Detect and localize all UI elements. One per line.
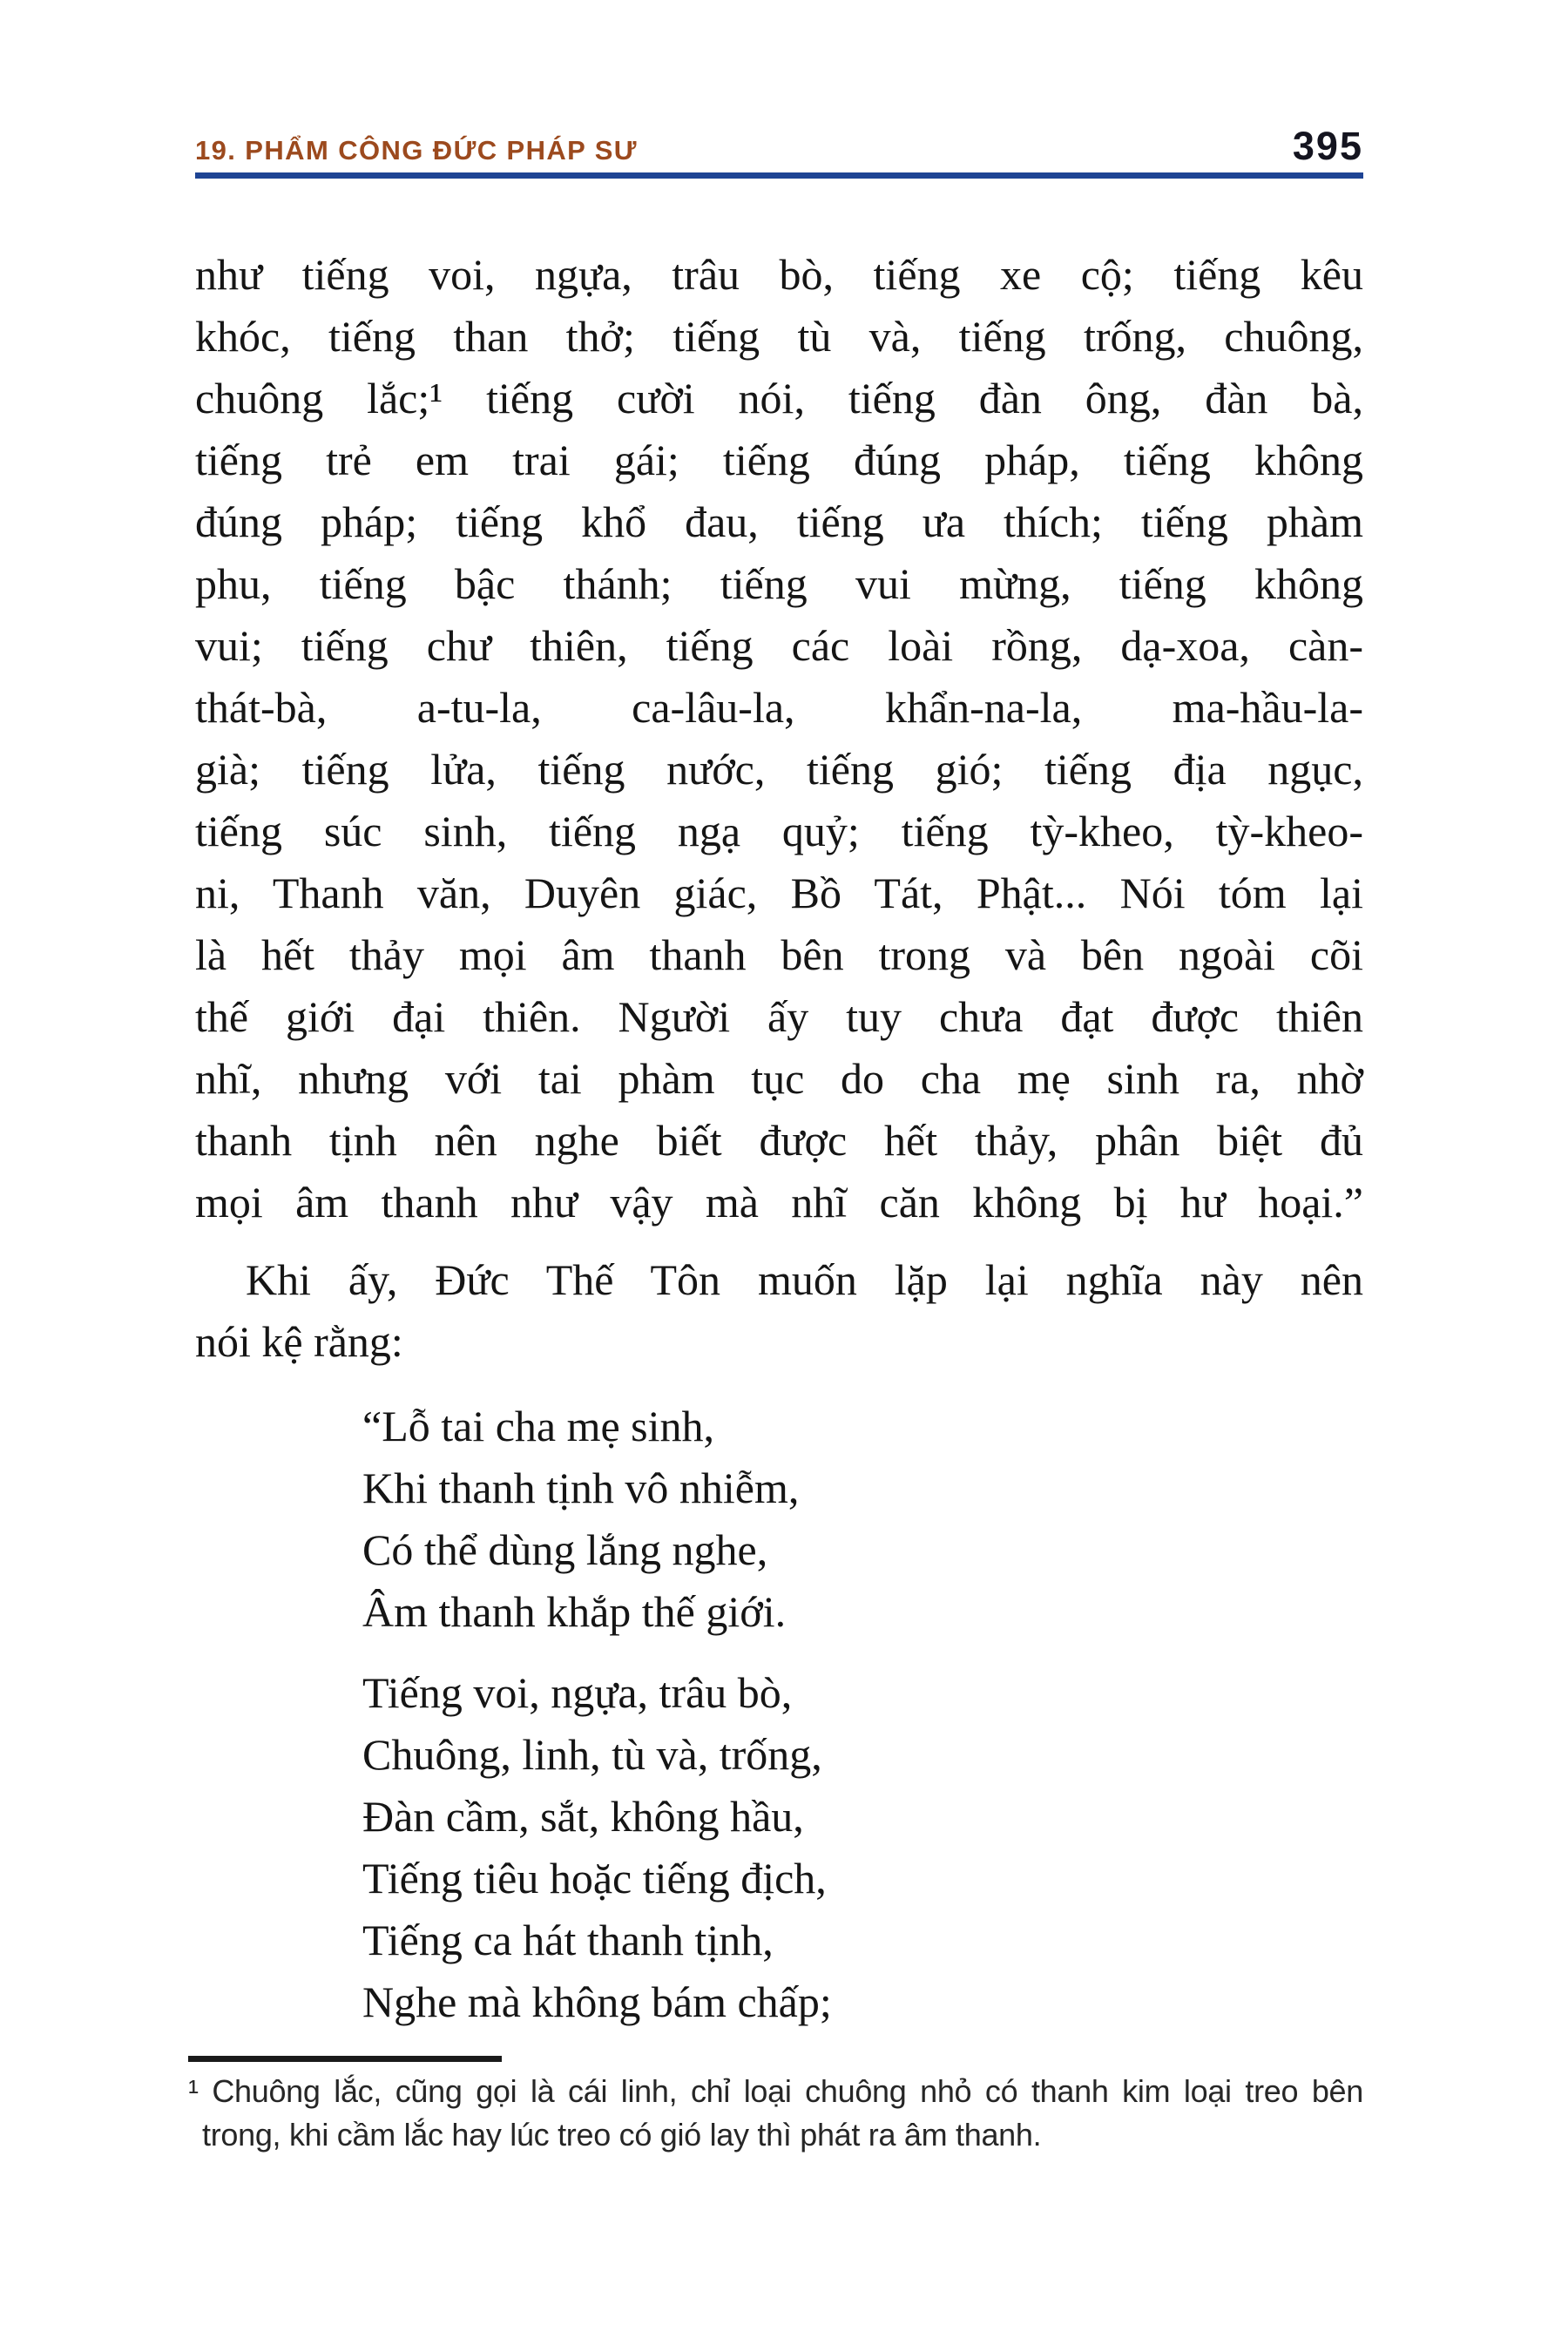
text-line: là hết thảy mọi âm thanh bên trong và bên ngoài cõi xyxy=(195,930,1363,979)
verse-stanza-1 xyxy=(195,1396,1363,1643)
text-line: như tiếng voi, ngựa, trâu bò, tiếng xe cộ; tiếng kêu xyxy=(195,250,1363,299)
verse-line: Khi thanh tịnh vô nhiễm, xyxy=(362,1463,800,1512)
text-line: nhĩ, nhưng với tai phàm tục do cha mẹ sinh ra, nhờ xyxy=(195,1054,1363,1103)
verse-line: Nghe mà không bám chấp; xyxy=(362,1977,832,2026)
text-line: mọi âm thanh như vậy mà nhĩ căn không bị hư hoại.” xyxy=(195,1178,1363,1227)
text-line: thế giới đại thiên. Người ấy tuy chưa đạt được thiên xyxy=(195,992,1363,1041)
verse-line: Âm thanh khắp thế giới. xyxy=(362,1587,787,1636)
verse-line: Tiếng ca hát thanh tịnh, xyxy=(362,1916,774,1964)
page-body xyxy=(188,244,1363,2157)
text-line: già; tiếng lửa, tiếng nước, tiếng gió; tiếng địa ngục, xyxy=(195,745,1363,794)
paragraph-1 xyxy=(195,244,1363,1233)
text-line: tiếng súc sinh, tiếng ngạ quỷ; tiếng tỳ-kheo, tỳ-kheo- xyxy=(195,807,1363,855)
text-line: đúng pháp; tiếng khổ đau, tiếng ưa thích; tiếng phàm xyxy=(195,497,1363,546)
verse-line: Có thể dùng lắng nghe, xyxy=(362,1525,768,1574)
verse-line: Tiếng voi, ngựa, trâu bò, xyxy=(362,1668,793,1717)
text-line: ni, Thanh văn, Duyên giác, Bồ Tát, Phật... Nói tóm lại xyxy=(195,868,1363,917)
text-line: nói kệ rằng: xyxy=(195,1317,403,1366)
text-line: vui; tiếng chư thiên, tiếng các loài rồng, dạ-xoa, càn- xyxy=(195,621,1363,670)
text-line: thát-bà, a-tu-la, ca-lâu-la, khẩn-na-la, ma-hầu-la- xyxy=(195,683,1363,732)
paragraph-2 xyxy=(195,1249,1363,1373)
text-line: chuông lắc;¹ tiếng cười nói, tiếng đàn ông, đàn bà, xyxy=(195,374,1363,422)
header-rule xyxy=(195,172,1363,179)
verse-line: Tiếng tiêu hoặc tiếng địch, xyxy=(362,1854,827,1903)
verse-line: “Lỗ tai cha mẹ sinh, xyxy=(362,1402,715,1450)
footnote xyxy=(188,2070,1363,2157)
footnote-line: trong, khi cầm lắc hay lúc treo có gió lay thì phát ra âm thanh. xyxy=(202,2117,1042,2153)
verse-line: Chuông, linh, tù và, trống, xyxy=(362,1730,822,1779)
page-number: 395 xyxy=(1292,124,1363,168)
text-line: tiếng trẻ em trai gái; tiếng đúng pháp, tiếng không xyxy=(195,436,1363,484)
verse-line: Đàn cầm, sắt, không hầu, xyxy=(362,1792,804,1841)
footnote-line: ¹ Chuông lắc, cũng gọi là cái linh, chỉ loại chuông nhỏ có thanh kim loại treo bên xyxy=(188,2073,1363,2109)
text-line: phu, tiếng bậc thánh; tiếng vui mừng, tiếng không xyxy=(195,559,1363,608)
text-line: thanh tịnh nên nghe biết được hết thảy, phân biệt đủ xyxy=(195,1116,1363,1165)
text-line: Khi ấy, Đức Thế Tôn muốn lặp lại nghĩa này nên xyxy=(246,1255,1363,1304)
footnote-rule xyxy=(188,2056,502,2062)
chapter-title: 19. PHẨM CÔNG ĐỨC PHÁP SƯ xyxy=(195,135,638,166)
text-line: khóc, tiếng than thở; tiếng tù và, tiếng trống, chuông, xyxy=(195,312,1363,361)
verse-stanza-2 xyxy=(195,1662,1363,2033)
